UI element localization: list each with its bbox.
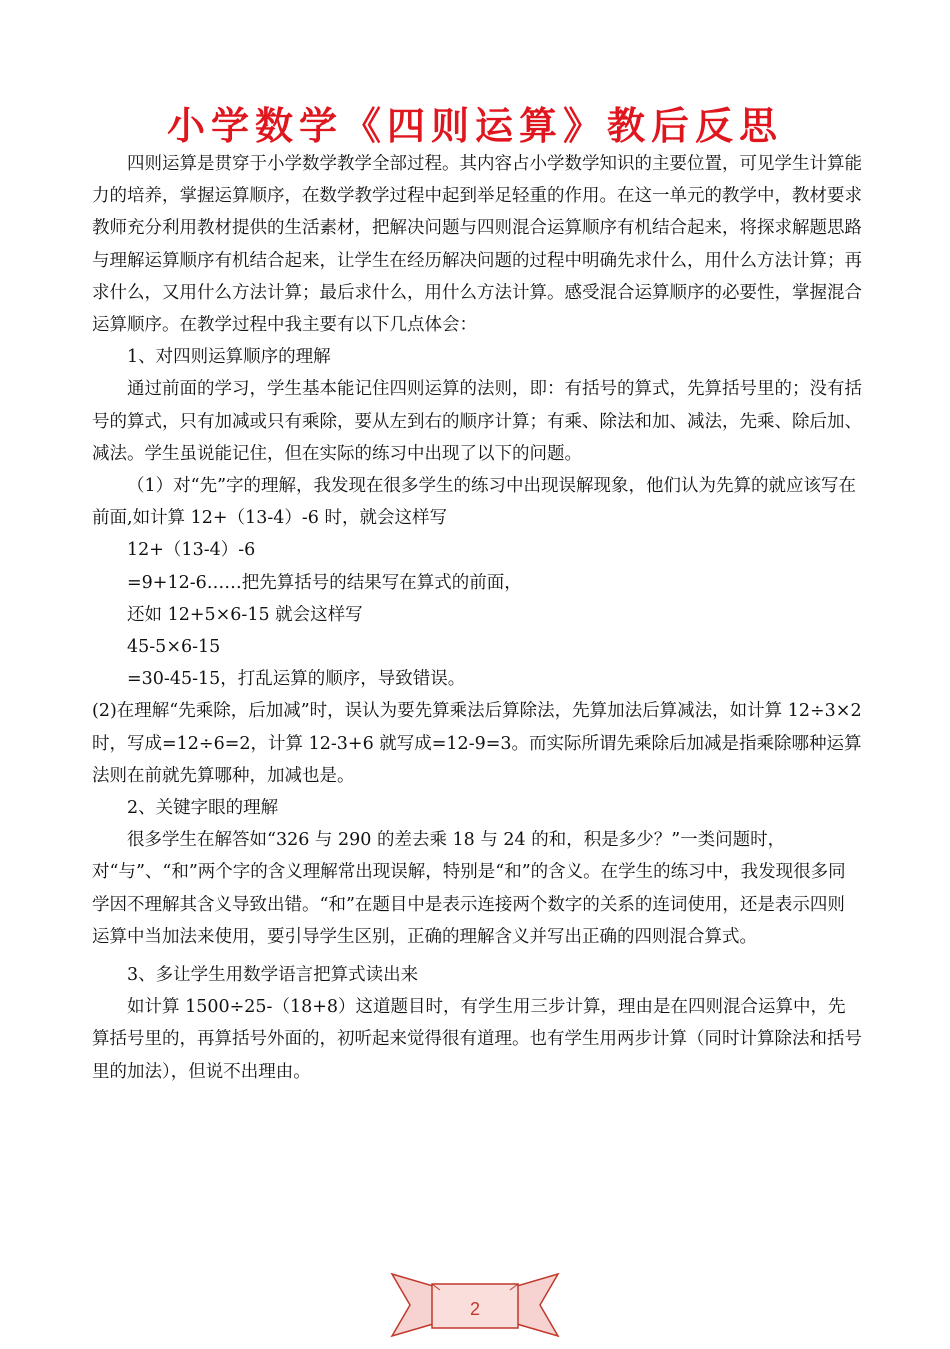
formula-line: =9+12-6……把先算括号的结果写在算式的前面， [127,572,522,593]
formula-line: 12+（13-4）-6 [127,540,256,561]
formula-line: 45-5×6-15 [127,637,221,658]
formula-line: =30-45-15，打乱运算的顺序，导致错误。 [127,669,466,690]
paragraph: (2)在理解“先乘除，后加减”时，误认为要先算乘法后算除法，先算加法后算减法，如计算 12÷3×2 时，写成=12÷6=2，计算 12-3+6 就写成=12-9=3。而实际所谓先乘除后加减是指乘除哪种运算法则在前就先算哪种，加减也是。 [92,701,862,786]
page-number: 2 [469,1299,480,1319]
paragraph-intro: 四则运算是贯穿于小学数学教学全部过程。其内容占小学数学知识的主要位置，可见学生计算能力的培养，掌握运算顺序，在数学教学过程中起到举足轻重的作用。在这一单元的教学中，教材要求教师充分利用教材提供的生活素材，把解决问题与四则混合运算顺序有机结合起来，将探求解题思路与理解运算顺序有机结合起来，让学生在经历解决问题的过程中明确先求什么，用什么方法计算；再求什么，又用什么方法计算；最后求什么，用什么方法计算。感受混合运算顺序的必要性，掌握混合运算顺序。在教学过程中我主要有以下几点体会： [92,154,862,336]
section-heading-3: 3、多让学生用数学语言把算式读出来 [127,965,419,986]
section-heading-1: 1、对四则运算顺序的理解 [127,347,331,368]
paragraph: 很多学生在解答如“326 与 290 的差去乘 18 与 24 的和，积是多少？”一类问题时，对“与”、“和”两个字的含义理解常出现误解，特别是“和”的含义。在学生的练习中，我发现很多同学因不理解其含义导致出错。“和”在题目中是表示连接两个数字的关系的连词使用，还是表示四则运算中当加法来使用，要引导学生区别，正确的理解含义并写出正确的四则混合算式。 [92,830,846,947]
document-title: 小学数学《四则运算》教后反思 [166,103,783,148]
section-heading-2: 2、关键字眼的理解 [127,798,279,819]
paragraph: 如计算 1500÷25-（18+8）这道题目时，有学生用三步计算，理由是在四则混合运算中，先算括号里的，再算括号外面的，初听起来觉得很有道理。也有学生用两步计算（同时计算除法和括号里的加法），但说不出理由。 [92,997,862,1082]
paragraph: 通过前面的学习，学生基本能记住四则运算的法则，即：有括号的算式，先算括号里的；没有括号的算式，只有加减或只有乘除，要从左到右的顺序计算；有乘、除法和加、减法，先乘、除后加、减法。学生虽说能记住，但在实际的练习中出现了以下的问题。 [92,379,862,464]
paragraph: （1）对“先”字的理解，我发现在很多学生的练习中出现误解现象，他们认为先算的就应该写在前面,如计算 12+（13-4）-6 时，就会这样写 [92,476,857,529]
document-body [92,148,862,1088]
paragraph: 还如 12+5×6-15 就会这样写 [127,604,363,625]
